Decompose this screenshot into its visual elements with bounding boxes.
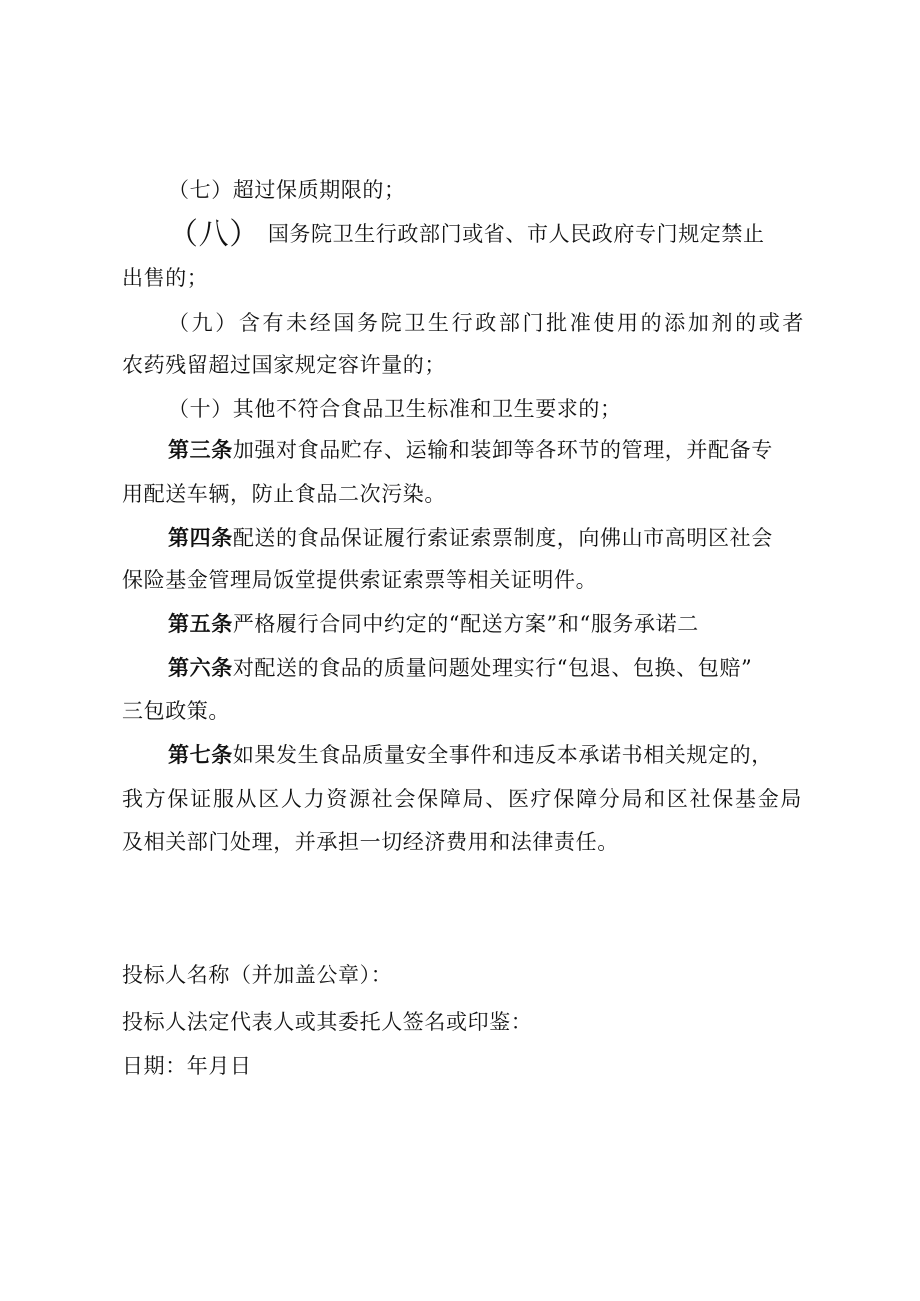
item-eight-text: 国务院卫生行政部门或省、市人民政府专门规定禁止 xyxy=(267,222,765,246)
article-three-title: 第三条 xyxy=(168,438,233,462)
article-six-title: 第六条 xyxy=(168,656,233,680)
item-eight-continued: 出售的； xyxy=(122,266,209,290)
signature-date: 日期：年月日 xyxy=(122,1054,252,1078)
item-eight xyxy=(168,217,765,252)
signature-bidder-name: 投标人名称（并加盖公章）： xyxy=(122,963,393,987)
article-five-text: 严格履行合同中约定的“配送方案”和“服务承诺二 xyxy=(232,612,699,636)
item-nine-text: （九）含有未经国务院卫生行政部门批准使用的添加剂的或者 xyxy=(168,311,804,335)
article-four-continued: 保险基金管理局饭堂提供索证索票等相关证明件。 xyxy=(122,568,598,592)
article-seven-continued-1 xyxy=(122,785,802,813)
article-six-continued: 三包政策。 xyxy=(122,699,230,723)
item-seven: （七）超过保质期限的； xyxy=(168,178,406,202)
article-four xyxy=(168,524,773,552)
article-seven xyxy=(168,741,773,769)
article-three-continued: 用配送车辆，防止食品二次污染。 xyxy=(122,482,446,506)
article-seven-continued-2: 及相关部门处理，并承担一切经济费用和法律责任。 xyxy=(122,830,619,854)
article-seven-title: 第七条 xyxy=(168,743,233,767)
article-four-title: 第四条 xyxy=(168,526,233,550)
article-four-text: 配送的食品保证履行索证索票制度，向佛山市高明区社会 xyxy=(232,526,773,550)
signature-representative: 投标人法定代表人或其委托人签名或印鉴： xyxy=(122,1010,533,1034)
article-five xyxy=(168,610,699,638)
item-eight-mark: （八） xyxy=(168,217,260,252)
item-ten: （十）其他不符合食品卫生标准和卫生要求的； xyxy=(168,397,622,421)
article-three xyxy=(168,436,773,464)
item-nine xyxy=(168,309,804,337)
item-nine-continued: 农药残留超过国家规定容许量的； xyxy=(122,353,446,377)
article-six-text: 对配送的食品的质量问题处理实行“包退、包换、包赔” xyxy=(232,656,753,680)
article-seven-text: 如果发生食品质量安全事件和违反本承诺书相关规定的， xyxy=(232,743,773,767)
article-five-title: 第五条 xyxy=(168,612,233,636)
article-three-text: 加强对食品贮存、运输和装卸等各环节的管理，并配备专 xyxy=(232,438,773,462)
article-six xyxy=(168,654,752,682)
article-seven-continued-1-text: 我方保证服从区人力资源社会保障局、医疗保障分局和区社保基金局 xyxy=(122,787,802,811)
